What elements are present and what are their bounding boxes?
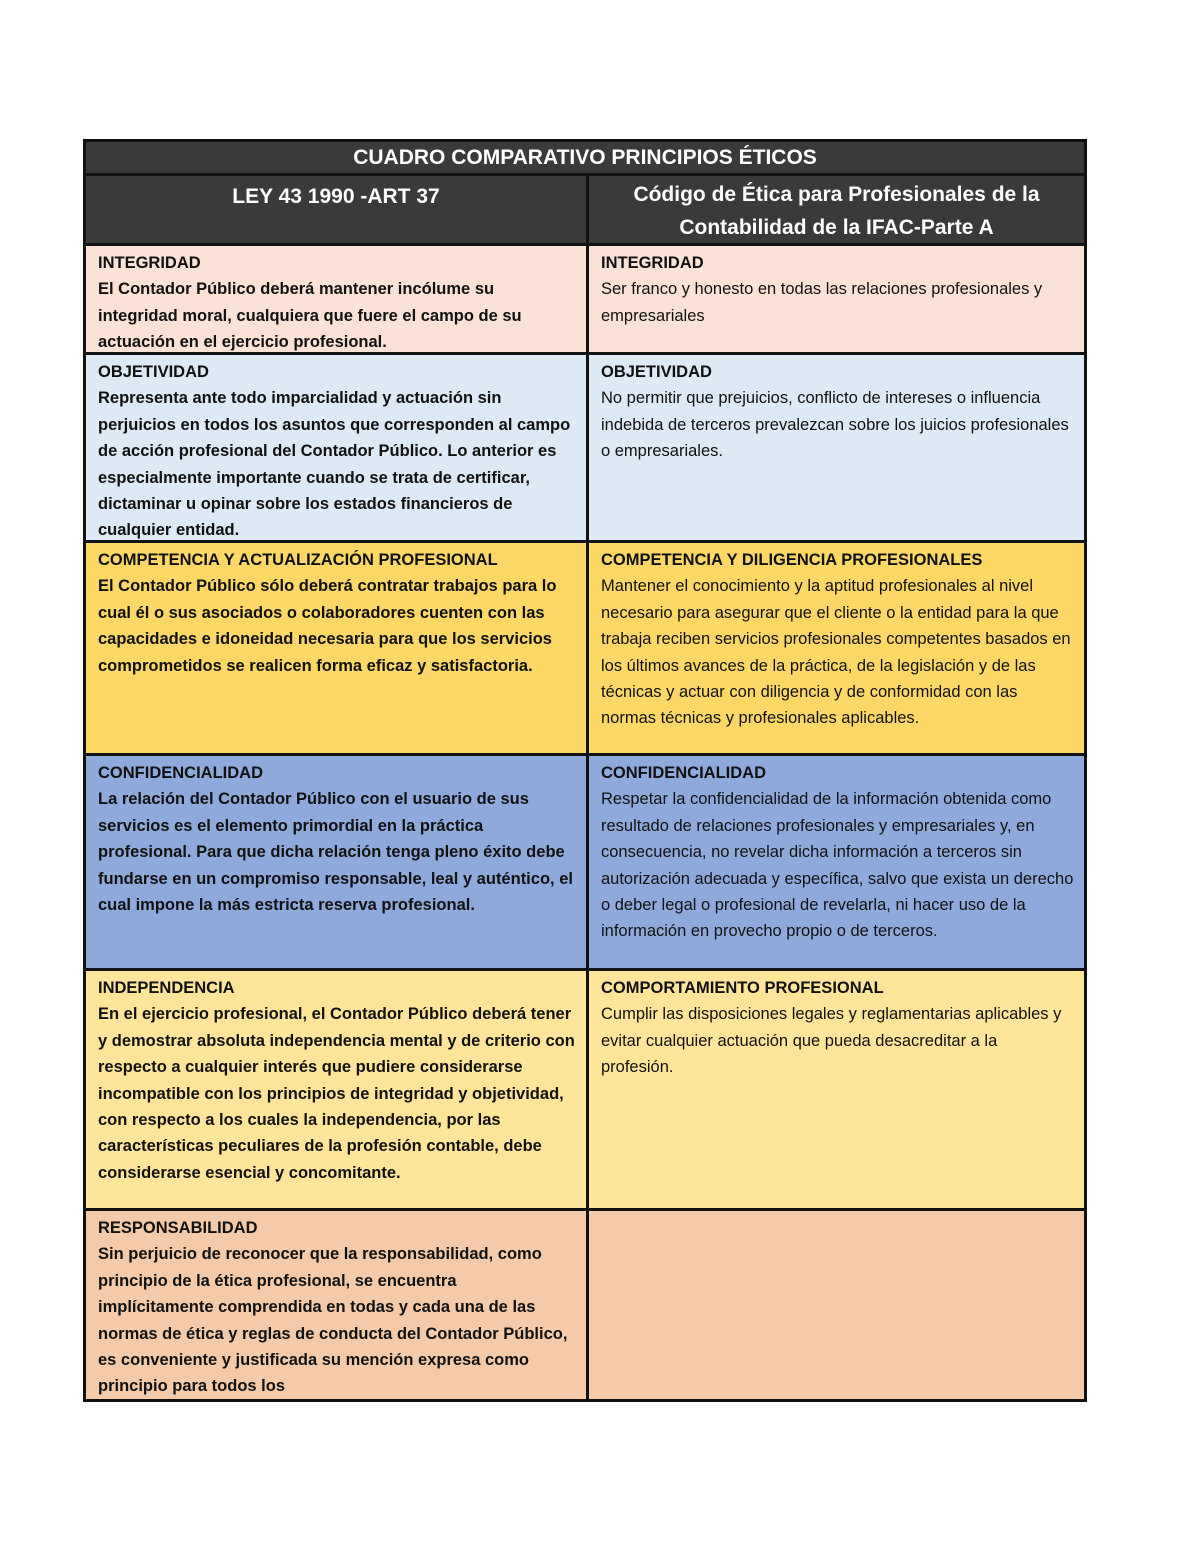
cell-title: COMPETENCIA Y ACTUALIZACIÓN PROFESIONAL — [98, 551, 498, 569]
cell-text: Representa ante todo imparcialidad y actuación sin perjuicios en todos los asuntos que corresponden al campo de acción profesional del Contador Público. Lo anterior es especialmente importante cuando se trata de certificar, dictaminar u opinar sobre los estados financieros de cualquier entidad. — [98, 389, 571, 540]
cell-title: INDEPENDENCIA — [98, 979, 235, 997]
header-right: Código de Ética para Profesionales de la Contabilidad de la IFAC-Parte A — [589, 176, 1084, 243]
cell-right-empty — [589, 1211, 1084, 1399]
cell-text: No permitir que prejuicios, conflicto de intereses o influencia indebida de terceros prevalezcan sobre los juicios profesionales o empresariales. — [601, 389, 1069, 461]
cell-text: El Contador Público deberá mantener incólume su integridad moral, cualquiera que fuere el campo de su actuación en el ejercicio profesional. — [98, 280, 522, 352]
cell-right-integridad — [589, 246, 1084, 352]
table-row — [86, 355, 1084, 543]
cell-text: Ser franco y honesto en todas las relaciones profesionales y empresariales — [601, 280, 1043, 325]
cell-text: El Contador Público sólo deberá contratar trabajos para lo cual él o sus asociados o colaboradores cuenten con las capacidades e idoneidad necesaria para que los servicios comprometidos se realicen forma eficaz y satisfactoria. — [98, 577, 557, 675]
cell-left-independencia — [86, 971, 589, 1208]
cell-text: Respetar la confidencialidad de la información obtenida como resultado de relaciones profesionales y empresariales y, en consecuencia, no revelar dicha información a terceros sin autorización adecuada y específica, salvo que exista un derecho o deber legal o profesional de revelarla, ni hacer uso de la información en provecho propio o de terceros. — [601, 790, 1074, 941]
cell-right-competencia — [589, 543, 1084, 753]
comparison-table — [83, 139, 1087, 1402]
cell-left-objetividad — [86, 355, 589, 540]
cell-left-confidencialidad — [86, 756, 589, 968]
cell-left-responsabilidad — [86, 1211, 589, 1399]
cell-text: Mantener el conocimiento y la aptitud profesionales al nivel necesario para asegurar que el cliente o la entidad para la que trabaja reciben servicios profesionales competentes basados en los últimos avances de la práctica, de la legislación y de las técnicas y actuar con diligencia y de conformidad con las normas técnicas y profesionales aplicables. — [601, 577, 1071, 728]
cell-title: COMPORTAMIENTO PROFESIONAL — [601, 979, 884, 997]
cell-title: OBJETIVIDAD — [98, 363, 209, 381]
cell-title: CONFIDENCIALIDAD — [98, 764, 263, 782]
table-title: CUADRO COMPARATIVO PRINCIPIOS ÉTICOS — [86, 142, 1084, 176]
table-row — [86, 1211, 1084, 1399]
cell-right-objetividad — [589, 355, 1084, 540]
cell-text: La relación del Contador Público con el usuario de sus servicios es el elemento primordial en la práctica profesional. Para que dicha relación tenga pleno éxito debe fundarse en un compromiso responsable, leal y auténtico, el cual impone la más estricta reserva profesional. — [98, 790, 573, 915]
cell-title: OBJETIVIDAD — [601, 363, 712, 381]
cell-right-confidencialidad — [589, 756, 1084, 968]
cell-title: CONFIDENCIALIDAD — [601, 764, 766, 782]
table-row — [86, 246, 1084, 355]
cell-right-comportamiento — [589, 971, 1084, 1208]
header-row — [86, 176, 1084, 246]
table-row — [86, 543, 1084, 756]
cell-title: RESPONSABILIDAD — [98, 1219, 258, 1237]
cell-title: INTEGRIDAD — [98, 254, 201, 272]
cell-title: INTEGRIDAD — [601, 254, 704, 272]
cell-text: En el ejercicio profesional, el Contador Público deberá tener y demostrar absoluta independencia mental y de criterio con respecto a cualquier interés que pudiere considerarse incompatible con los principios de integridad y objetividad, con respecto a los cuales la independencia, por las características peculiares de la profesión contable, debe considerarse esencial y concomitante. — [98, 1005, 575, 1182]
cell-text: Sin perjuicio de reconocer que la responsabilidad, como principio de la ética profesional, se encuentra implícitamente comprendida en todas y cada una de las normas de ética y reglas de conducta del Contador Público, es conveniente y justificada su mención expresa como principio para todos los — [98, 1245, 568, 1396]
table-row — [86, 971, 1084, 1211]
cell-text: Cumplir las disposiciones legales y reglamentarias aplicables y evitar cualquier actuación que pueda desacreditar a la profesión. — [601, 1005, 1062, 1077]
header-left: LEY 43 1990 -ART 37 — [86, 176, 589, 243]
table-row — [86, 756, 1084, 971]
cell-title: COMPETENCIA Y DILIGENCIA PROFESIONALES — [601, 551, 983, 569]
cell-left-integridad — [86, 246, 589, 352]
cell-left-competencia — [86, 543, 589, 753]
